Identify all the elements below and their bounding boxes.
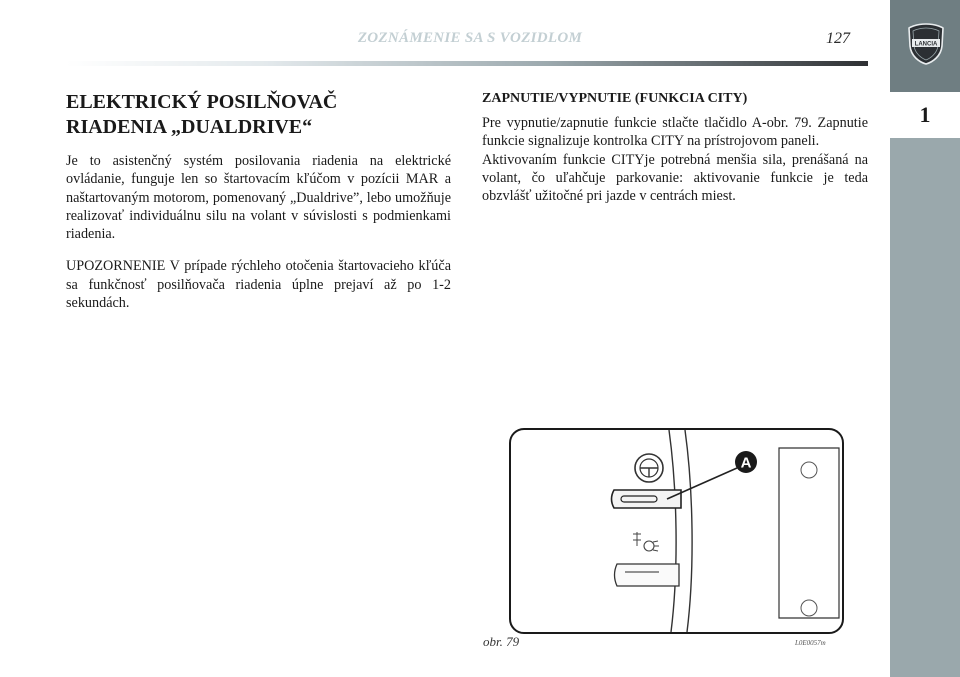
chapter-number: 1	[890, 92, 960, 138]
lancia-shield-icon	[906, 22, 946, 66]
city-paragraph-1: Pre vypnutie/zapnutie funkcie stlačte tlačidlo A-obr. 79. Zapnutie funkcie signalizuje kontrolka CITY na prístrojovom paneli.	[482, 115, 868, 150]
page-number: 127	[826, 30, 850, 47]
figure-caption: obr. 79	[483, 634, 520, 649]
section-heading	[66, 90, 451, 140]
subsection-heading: ZAPNUTIE/VYPNUTIE (FUNKCIA CITY)	[482, 91, 748, 106]
callout-label: A	[740, 454, 752, 472]
heading-line-2: RIADENIA „DUALDRIVE“	[66, 116, 313, 138]
lower-switch	[615, 564, 680, 586]
left-column	[66, 90, 451, 312]
right-column	[482, 90, 868, 205]
city-paragraph-2: Aktivovaním funkcie CITYje potrebná menšia sila, prenášaná na volant, čo uľahčuje parkovanie: aktivovanie funkcie je teda obzvlášť užitočné pri jazde v centrách miest.	[482, 151, 868, 205]
intro-paragraph: Je to asistenčný systém posilovania riadenia na elektrické ovládanie, funguje len so štartovacím kľúčom v pozícii MAR a naštartovaným motorom, pomenovaný „Dualdrive”, lebo umožňuje realizovať individuálnu silu na volant v súvislosti s podmienkami riadenia.	[66, 153, 451, 243]
running-header: ZOZNÁMENIE SA S VOZIDLOM	[357, 30, 583, 46]
heading-line-1: ELEKTRICKÝ POSILŇOVAČ	[66, 91, 338, 113]
warning-paragraph: UPOZORNENIE V prípade rýchleho otočenia štartovacieho kľúča sa funkčnosť posilňovača riadenia úplne prejaví až po 1-2 sekundách.	[66, 258, 451, 312]
figure-code: L0E0057m	[795, 639, 826, 647]
city-button	[612, 490, 682, 508]
header-rule	[66, 61, 868, 66]
callout-a-icon	[735, 451, 757, 473]
figure-dashboard-button	[509, 428, 844, 634]
logo-text: LANCIA	[914, 41, 938, 48]
